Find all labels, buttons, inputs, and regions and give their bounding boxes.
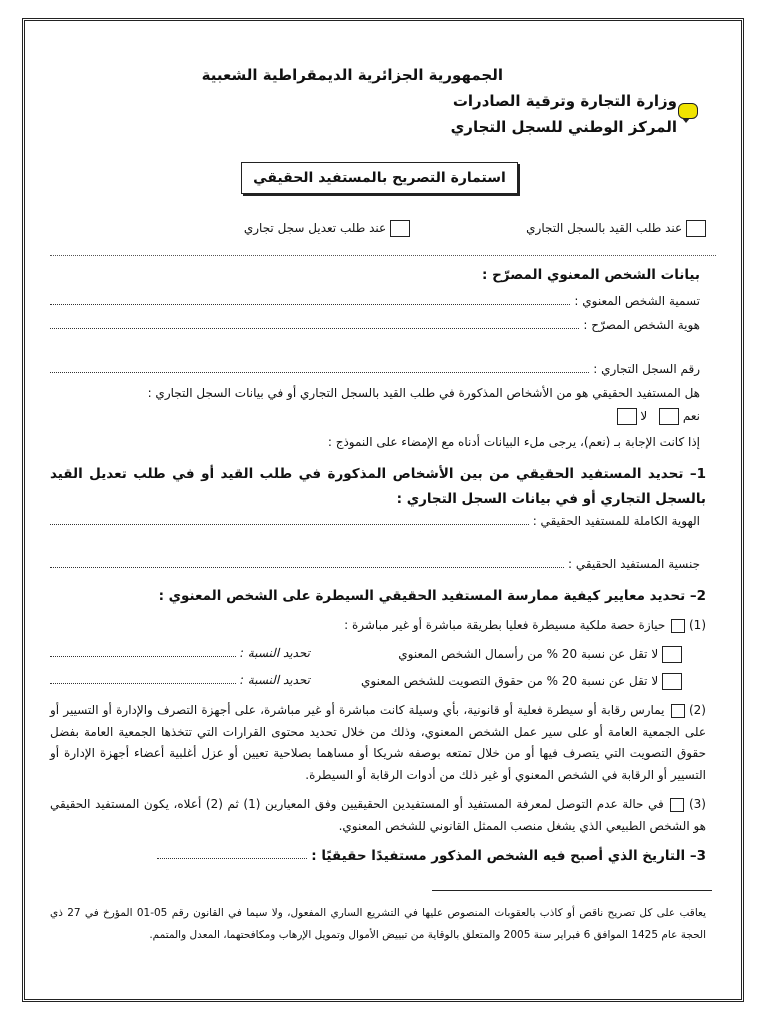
ministry-header: وزارة التجارة وترقية الصادرات <box>452 92 677 110</box>
no-checkbox[interactable] <box>617 408 637 425</box>
beneficiary-question: هل المستفيد الحقيقي هو من الأشخاص المذكورة في طلب القيد بالسجل التجاري أو في بيانات السجل التجاري : <box>147 386 700 400</box>
rc-number-label: رقم السجل التجاري : <box>593 362 700 376</box>
voting-text: لا تقل عن نسبة 20 % من حقوق التصويت للشخص المعنوي <box>360 674 659 688</box>
rc-number-input[interactable] <box>50 362 589 373</box>
capital-checkbox[interactable] <box>662 646 682 663</box>
criterion-3 <box>50 794 706 837</box>
voting-checkbox[interactable] <box>662 673 682 690</box>
section3-heading: 3– التاريخ الذي أصبح فيه الشخص المذكور مستفيدًا حقيقيًا : <box>311 848 706 864</box>
voting-ratio-label: تحديد النسبة : <box>239 673 310 687</box>
form-title: استمارة التصريح بالمستفيد الحقيقي <box>241 162 518 194</box>
entity-name-label: تسمية الشخص المعنوي : <box>574 294 700 308</box>
section1-heading: 1– تحديد المستفيد الحقيقي من بين الأشخاص المذكورة في طلب القيد أو في طلب تعديل القيد بالسجل التجاري أو في بيانات السجل التجاري : <box>50 466 706 507</box>
option-registration-label: عند طلب القيد بالسجل التجاري <box>526 221 683 235</box>
nationality-input[interactable] <box>50 557 564 568</box>
criterion-2-text: يمارس رقابة أو سيطرة فعلية أو قانونية، بأي وسيلة كانت مباشرة أو غير مباشرة، على أجهزة التصرف والإدارة أو التسيير أو على الجمعية العامة أو على سير عمل الشخص المعنوي، وذلك من خلال تحديد محتوى القرارات التي تتخذها الجمعية العامة بفضل حقوق التصويت التي يتصرف فيها أو من خلال تمتعه بوصفه شريكا أو مساهما بصلاحية تعيين أو عزل أغلبية أعضاء أجهزة الإدارة أو التسيير أو الرقابة في الشخص المعنوي أو غير ذلك من أدوات الرقابة أو السيطرة. <box>50 703 706 782</box>
capital-ratio-label: تحديد النسبة : <box>239 646 310 660</box>
capital-ratio-field[interactable] <box>50 646 310 660</box>
capital-ratio-input[interactable] <box>50 646 236 657</box>
entity-name-input[interactable] <box>50 294 570 305</box>
criterion-1-checkbox[interactable] <box>671 619 685 633</box>
comment-icon[interactable] <box>678 103 698 119</box>
declarant-heading: بيانات الشخص المعنوي المصرّح : <box>481 267 700 283</box>
full-identity-input[interactable] <box>50 514 529 525</box>
separator <box>50 255 716 256</box>
modification-checkbox[interactable] <box>390 220 410 237</box>
footnote: يعاقب على كل تصريح ناقص أو كاذب بالعقوبات المنصوص عليها في التشريع الساري المفعول، ولا سيما في القانون رقم 05-01 المؤرخ في 27 ذي الحجة عام 1425 الموافق 6 فبراير سنة 2005 والمتعلق بالوقاية من تبييض الأموال وتمويل الإرهاب ومكافحتهما، المعدل والمتمم. <box>50 907 707 941</box>
sub-criterion-voting <box>361 673 682 690</box>
yes-checkbox[interactable] <box>659 408 679 425</box>
full-identity-field[interactable] <box>50 514 700 528</box>
full-identity-label: الهوية الكاملة للمستفيد الحقيقي : <box>532 514 700 528</box>
option-registration[interactable] <box>526 220 706 237</box>
criterion-2 <box>50 700 706 786</box>
entity-name-field[interactable] <box>50 294 700 308</box>
sub-criterion-capital <box>398 646 682 663</box>
criterion-2-number: (2) <box>688 703 706 717</box>
declarant-identity-field[interactable] <box>50 318 700 332</box>
voting-ratio-field[interactable] <box>50 673 310 687</box>
criterion-2-checkbox[interactable] <box>671 704 685 718</box>
section2-heading: 2– تحديد معايير كيفية ممارسة المستفيد الحقيقي السيطرة على الشخص المعنوي : <box>158 588 706 604</box>
nationality-label: جنسية المستفيد الحقيقي : <box>567 557 700 571</box>
republic-header: الجمهورية الجزائرية الديمقراطية الشعبية <box>201 66 503 84</box>
criterion-3-number: (3) <box>688 797 706 811</box>
no-label: لا <box>640 409 648 423</box>
fill-instruction: إذا كانت الإجابة بـ (نعم)، يرجى ملء البيانات أدناه مع الإمضاء على النموذج : <box>327 435 700 449</box>
criterion-1-number: (1) <box>688 618 706 632</box>
declarant-identity-label: هوية الشخص المصرّح : <box>583 318 700 332</box>
beneficiary-date-input[interactable] <box>157 848 307 859</box>
capital-text: لا تقل عن نسبة 20 % من رأسمال الشخص المعنوي <box>398 647 659 661</box>
voting-ratio-input[interactable] <box>50 673 236 684</box>
yes-no-row <box>617 408 700 425</box>
criterion-3-text: في حالة عدم التوصل لمعرفة المستفيد أو المستفيدين الحقيقيين وفق المعيارين (1) ثم (2) أعلاه، يكون المستفيد الحقيقي هو الشخص الطبيعي الذي يشغل منصب الممثل القانوني للشخص المعنوي. <box>50 797 706 833</box>
section3-field[interactable] <box>50 848 706 864</box>
option-modification[interactable] <box>244 220 410 237</box>
rc-number-field[interactable] <box>50 362 700 376</box>
nationality-field[interactable] <box>50 557 700 571</box>
yes-label: نعم <box>682 409 700 423</box>
footnote-rule <box>432 890 712 891</box>
declarant-identity-input[interactable] <box>50 318 579 329</box>
criterion-3-checkbox[interactable] <box>670 798 684 812</box>
option-modification-label: عند طلب تعديل سجل تجاري <box>243 221 387 235</box>
criterion-1 <box>344 618 706 633</box>
center-header: المركز الوطني للسجل التجاري <box>450 118 677 136</box>
criterion-1-text: حيازة حصة ملكية مسيطرة فعليا بطريقة مباشرة أو غير مباشرة : <box>344 618 666 632</box>
registration-checkbox[interactable] <box>686 220 706 237</box>
